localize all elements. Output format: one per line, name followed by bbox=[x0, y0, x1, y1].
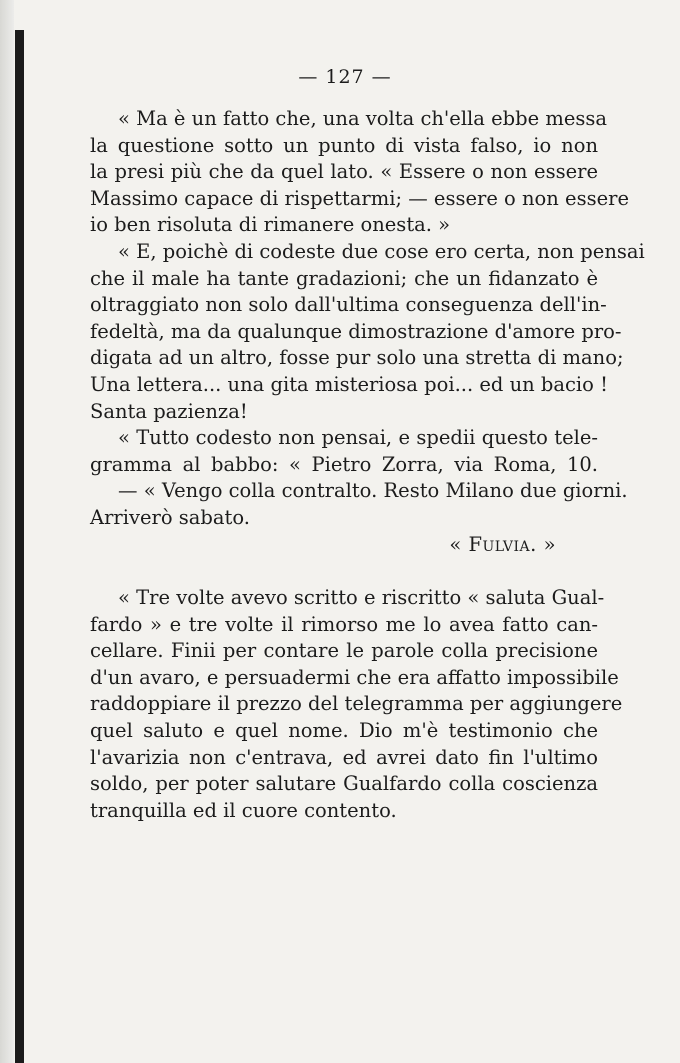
paragraph-gap bbox=[90, 558, 598, 585]
text-line: oltraggiato non solo dall'ultima conseguenza dell'in- bbox=[90, 293, 607, 317]
text-line: la presi più che da quel lato. « Essere o non essere bbox=[90, 160, 598, 184]
text-line: Arriverò sabato. bbox=[90, 505, 250, 529]
text-line: raddoppiare il prezzo del telegramma per aggiungere bbox=[90, 692, 623, 716]
binding-shadow bbox=[15, 30, 24, 1063]
text-line: « Tre volte avevo scritto e riscritto « saluta Gual- bbox=[118, 586, 605, 610]
page-edge bbox=[0, 0, 14, 1063]
text-line: « Ma è un fatto che, una volta ch'ella ebbe messa bbox=[118, 107, 608, 130]
text-line: « E, poichè di codeste due cose ero certa, non pensai bbox=[118, 239, 645, 263]
text-line: gramma al babbo: « Pietro Zorra, via Roma, 10. bbox=[90, 452, 598, 476]
text-line: cellare. Finii per contare le parole colla precisione bbox=[90, 639, 598, 663]
text-line: d'un avaro, e persuadermi che era affatto impossibile bbox=[90, 665, 619, 689]
text-line: quel saluto e quel nome. Dio m'è testimonio che bbox=[90, 719, 598, 743]
text-line: Santa pazienza! bbox=[90, 399, 248, 423]
signature: « Fulvia. » bbox=[449, 532, 556, 556]
text-line: fardo » e tre volte il rimorso me lo avea fatto can- bbox=[90, 612, 598, 636]
text-line: la questione sotto un punto di vista falso, io non bbox=[90, 133, 598, 157]
text-line: soldo, per poter salutare Gualfardo colla coscienza bbox=[90, 772, 598, 796]
text-line: « Tutto codesto non pensai, e spedii questo tele- bbox=[118, 426, 598, 450]
text-line: fedeltà, ma da qualunque dimostrazione d'amore pro- bbox=[90, 319, 622, 343]
text-line: — « Vengo colla contralto. Resto Milano due giorni. bbox=[118, 479, 628, 503]
text-line: che il male ha tante gradazioni; che un fidanzato è bbox=[90, 266, 598, 290]
text-line: io ben risoluta di rimanere onesta. » bbox=[90, 213, 451, 237]
page-number: — 127 — bbox=[298, 66, 392, 88]
text-line: digata ad un altro, fosse pur solo una stretta di mano; bbox=[90, 346, 624, 370]
text-line: l'avarizia non c'entrava, ed avrei dato fin l'ultimo bbox=[90, 745, 598, 769]
text-line: Massimo capace di rispettarmi; — essere o non essere bbox=[90, 186, 630, 210]
text-line: Una lettera... una gita misteriosa poi... ed un bacio ! bbox=[90, 372, 608, 396]
text-line: tranquilla ed il cuore contento. bbox=[90, 798, 397, 822]
body-text bbox=[90, 106, 645, 824]
